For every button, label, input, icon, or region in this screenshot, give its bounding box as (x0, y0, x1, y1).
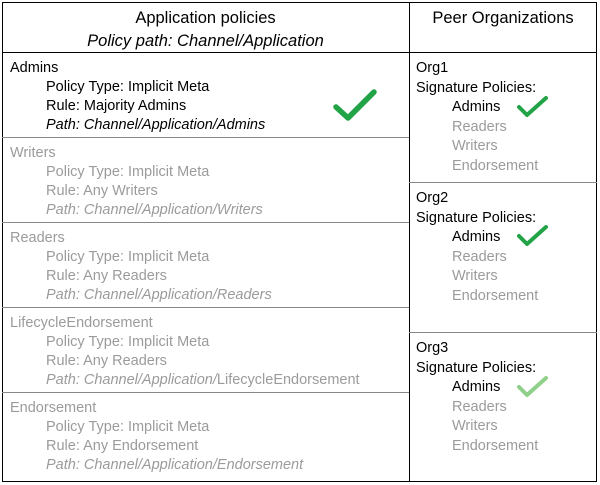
org-name: Org2 (416, 190, 449, 206)
policy-divider (2, 222, 409, 223)
checkmark-icon (333, 88, 377, 122)
column-divider (409, 2, 410, 482)
org-policy-readers: Readers (452, 398, 507, 415)
policy-type: Policy Type: Implicit Meta (46, 249, 210, 265)
policy-type: Policy Type: Implicit Meta (46, 79, 210, 95)
policy-name: Endorsement (10, 400, 97, 416)
policy-block-writers (10, 144, 405, 220)
policy-path-italic: Path: Channel/Application/Admins (46, 117, 266, 133)
policy-name: Writers (10, 145, 56, 161)
policy-path (10, 286, 405, 305)
checkmark-icon (517, 225, 549, 247)
policy-path (10, 371, 405, 390)
org-block-org3 (416, 339, 594, 456)
org-policy-writers: Writers (452, 418, 498, 434)
policy-type: Policy Type: Implicit Meta (46, 334, 210, 350)
policy-name: LifecycleEndorsement (10, 315, 153, 331)
org-name: Org3 (416, 340, 449, 356)
policy-path-italic: Path: Channel/Application/ (46, 372, 217, 388)
org-block-org2 (416, 189, 594, 306)
signature-policies-label: Signature Policies: (416, 209, 537, 226)
org-policy-admins: Admins (452, 99, 501, 115)
org-policy-admins: Admins (452, 379, 501, 395)
peer-organizations-header (409, 7, 597, 30)
policy-divider (2, 137, 409, 138)
org-policy-readers: Readers (452, 248, 507, 265)
org-name: Org1 (416, 60, 449, 76)
signature-policies-label: Signature Policies: (416, 79, 537, 96)
checkmark-icon (517, 376, 549, 398)
policy-rule: Rule: Any Readers (46, 268, 167, 284)
policy-divider (2, 307, 409, 308)
policy-type: Policy Type: Implicit Meta (46, 419, 210, 435)
application-policies-header (2, 7, 409, 53)
org-policy-admins: Admins (452, 229, 501, 245)
policy-name: Admins (10, 60, 59, 76)
policy-block-readers (10, 229, 405, 305)
header-title: Application policies (135, 9, 276, 27)
checkmark-icon (517, 96, 549, 118)
policy-name: Readers (10, 230, 65, 246)
org-divider (409, 182, 597, 183)
policy-path (10, 201, 405, 220)
policy-path-plain: LifecycleEndorsement (216, 372, 360, 388)
policy-path-italic: Path: Channel/Application/Writers (46, 202, 263, 218)
org-block-org1 (416, 59, 594, 176)
header-subtitle: Policy path: Channel/Application (87, 32, 324, 50)
policy-rule: Rule: Any Endorsement (46, 438, 199, 454)
policy-rule: Rule: Majority Admins (46, 98, 187, 114)
org-policy-endorsement: Endorsement (452, 157, 539, 174)
policy-rule: Rule: Any Writers (46, 183, 158, 199)
org-policy-endorsement: Endorsement (452, 437, 539, 454)
policy-divider (2, 392, 409, 393)
policy-block-lifecycle-endorsement (10, 314, 405, 390)
org-policy-endorsement: Endorsement (452, 287, 539, 304)
policy-path-italic: Path: Channel/Application/Readers (46, 287, 272, 303)
policy-type: Policy Type: Implicit Meta (46, 164, 210, 180)
header-title: Peer Organizations (432, 9, 574, 27)
policy-block-endorsement (10, 399, 405, 475)
policy-path-italic: Path: Channel/Application/Endorsement (46, 457, 304, 473)
org-policy-writers: Writers (452, 268, 498, 284)
org-divider (409, 332, 597, 333)
org-policy-writers: Writers (452, 138, 498, 154)
signature-policies-label: Signature Policies: (416, 359, 537, 376)
org-policy-readers: Readers (452, 118, 507, 135)
policy-path (10, 456, 405, 475)
policy-rule: Rule: Any Readers (46, 353, 167, 369)
